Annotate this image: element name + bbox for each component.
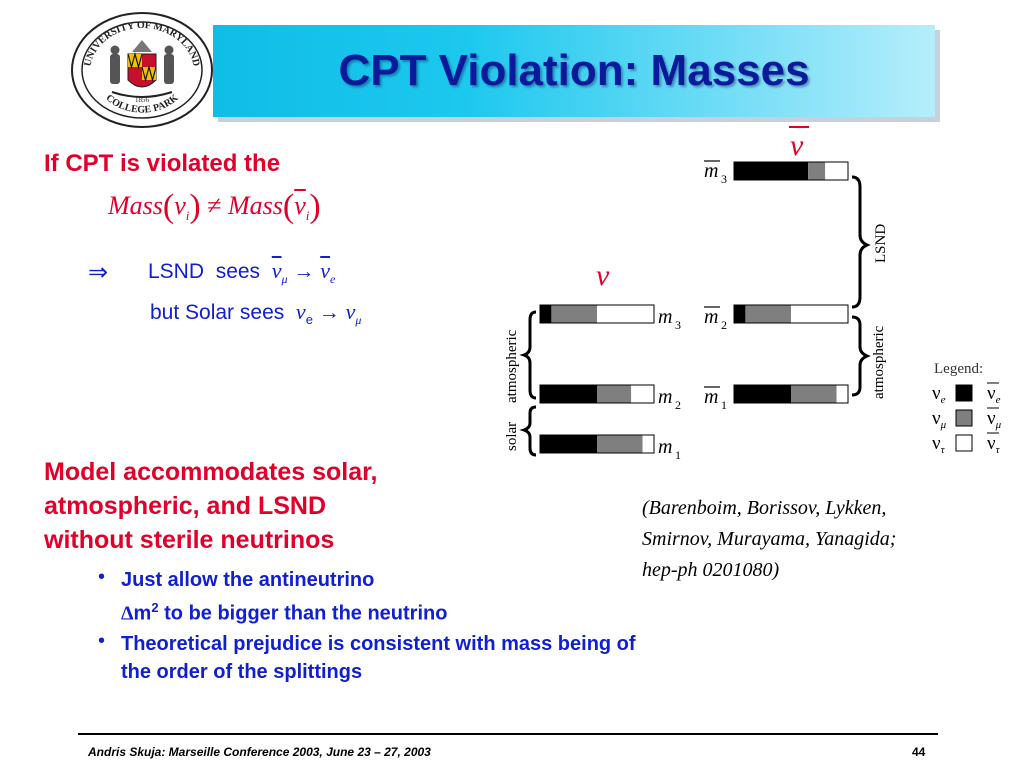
svg-text:1856: 1856: [135, 96, 149, 104]
antineutrino-level-3-segment: [791, 385, 837, 403]
level-label: m: [658, 436, 673, 458]
antineutrino-level-2-segment: [734, 305, 745, 323]
neutrino-level-1-segment: [551, 305, 597, 323]
model-heading: [44, 455, 484, 557]
lsnd-label: LSND: [148, 260, 205, 283]
bullet-line: Theoretical prejudice is consistent with mass being of: [121, 633, 636, 655]
level-label: m: [658, 386, 673, 408]
footer-divider: [78, 733, 938, 735]
arrow-symbol: →: [293, 259, 315, 283]
level-bars: [540, 162, 848, 453]
neutrino-level-2-segment: [540, 385, 597, 403]
page-number: 44: [912, 745, 926, 759]
legend-swatch: [956, 410, 972, 426]
antineutrino-level-1-segment: [825, 162, 848, 180]
mass-word-right: Mass: [228, 191, 283, 220]
level-sub: 1: [721, 398, 727, 412]
level-label: m: [704, 386, 719, 408]
bullet-point-icon: •: [98, 566, 106, 588]
atmospheric-left-label: atmospheric: [504, 329, 520, 403]
nubar-symbol: $\overline{\nu}$: [294, 191, 306, 220]
antineutrino-symbol: ν: [790, 129, 804, 162]
legend-swatch: [956, 385, 972, 401]
not-equal-symbol: ≠: [207, 191, 222, 220]
lsnd-statement: [148, 258, 335, 287]
sees-word: sees: [215, 260, 261, 283]
nubar-mu-sub: μ: [281, 272, 288, 287]
nubar-subscript: i: [305, 208, 310, 224]
atmospheric-right-label: atmospheric: [871, 325, 887, 399]
implies-arrow-icon: ⇒: [88, 259, 109, 286]
neutrino-level-2-segment: [597, 385, 631, 403]
solar-left-label: solar: [504, 421, 520, 451]
legend-nubar-label: $\nu_e$: [987, 383, 1001, 406]
neutrino-level-1-segment: [597, 305, 654, 323]
antineutrino-level-1-segment: [808, 162, 825, 180]
citation-line: Smirnov, Murayama, Yanagida;: [642, 528, 897, 550]
nu-symbol: ν: [174, 191, 186, 220]
legend-nubar-label: $\nu_\tau$: [987, 433, 1000, 456]
legend-nu-label: $\nu_e$: [932, 383, 946, 406]
bullet-point-icon: •: [98, 630, 106, 652]
mass-word-left: Mass: [108, 191, 163, 220]
neutrino-level-3-segment: [643, 435, 654, 453]
level-label: m: [658, 306, 673, 328]
mass-inequality-equation: $Mass(\nu_i)$ ≠ $Mass(\overline{\nu}_i)$: [108, 188, 321, 225]
nu-mu: ν: [345, 299, 356, 324]
legend-nubar-label: $\nu_\mu$: [987, 408, 1002, 431]
antineutrino-level-2-segment: [791, 305, 848, 323]
level-sub: 3: [721, 172, 727, 186]
antineutrino-level-3-segment: [837, 385, 848, 403]
mass-spectrum-diagram: [490, 115, 1020, 475]
neutrino-symbol: ν: [596, 259, 610, 292]
citation: [642, 493, 982, 586]
neutrino-level-2-segment: [631, 385, 654, 403]
model-heading-line: without sterile neutrinos: [44, 526, 335, 554]
legend-swatch: [956, 435, 972, 451]
legend: [932, 383, 1002, 456]
bullet-line: the order of the splittings: [121, 661, 363, 683]
neutrino-level-3-segment: [597, 435, 643, 453]
nu-e: ν: [295, 299, 306, 324]
antineutrino-level-1-segment: [734, 162, 808, 180]
svg-text:UNIVERSITY OF MARYLAND: UNIVERSITY OF MARYLAND: [82, 19, 202, 68]
svg-text:COLLEGE PARK: COLLEGE PARK: [103, 92, 181, 116]
solar-statement: [150, 299, 361, 328]
bullet-antineutrino: [121, 566, 641, 628]
slide-title: CPT Violation: Masses: [338, 46, 810, 95]
university-seal-logo: [68, 10, 216, 130]
neutrino-level-3-segment: [540, 435, 597, 453]
nubar-mu: $\overline{\nu}$: [271, 258, 282, 283]
model-heading-line: Model accommodates solar,: [44, 458, 378, 486]
lsnd-right-label: LSND: [873, 223, 889, 263]
level-label: m: [704, 160, 719, 182]
nu-mu-sub: μ: [355, 313, 362, 328]
legend-title: Legend:: [934, 361, 984, 377]
bullet-theoretical-prejudice: [121, 630, 821, 686]
bullet-line: Just allow the antineutrino: [121, 569, 375, 591]
citation-line: hep-ph 0201080): [642, 559, 780, 581]
level-sub: 2: [675, 398, 681, 412]
level-sub: 1: [675, 448, 681, 462]
citation-line: (Barenboim, Borissov, Lykken,: [642, 497, 887, 519]
antineutrino-level-3-segment: [734, 385, 791, 403]
level-label: m: [704, 306, 719, 328]
antineutrino-level-2-segment: [745, 305, 791, 323]
legend-nu-label: $\nu_\mu$: [932, 408, 947, 431]
arrow-symbol-2: →: [318, 300, 340, 324]
legend-nu-label: $\nu_\tau$: [932, 433, 945, 456]
footer-text: Andris Skuja: Marseille Conference 2003, June 23 – 27, 2003: [88, 745, 431, 759]
cpt-intro-text: If CPT is violated the: [44, 150, 281, 177]
nubar-e-sub: e: [329, 272, 336, 287]
level-sub: 3: [675, 318, 681, 332]
neutrino-level-1-segment: [540, 305, 551, 323]
model-heading-line: atmospheric, and LSND: [44, 492, 326, 520]
bullet-line: $\Delta m^2$ to be bigger than the neutrino: [121, 600, 448, 625]
solar-label: but Solar sees: [150, 301, 285, 324]
level-sub: 2: [721, 318, 727, 332]
nu-e-sub: e: [305, 312, 313, 328]
nubar-e: $\overline{\nu}$: [320, 258, 330, 283]
nu-subscript: i: [185, 208, 190, 224]
